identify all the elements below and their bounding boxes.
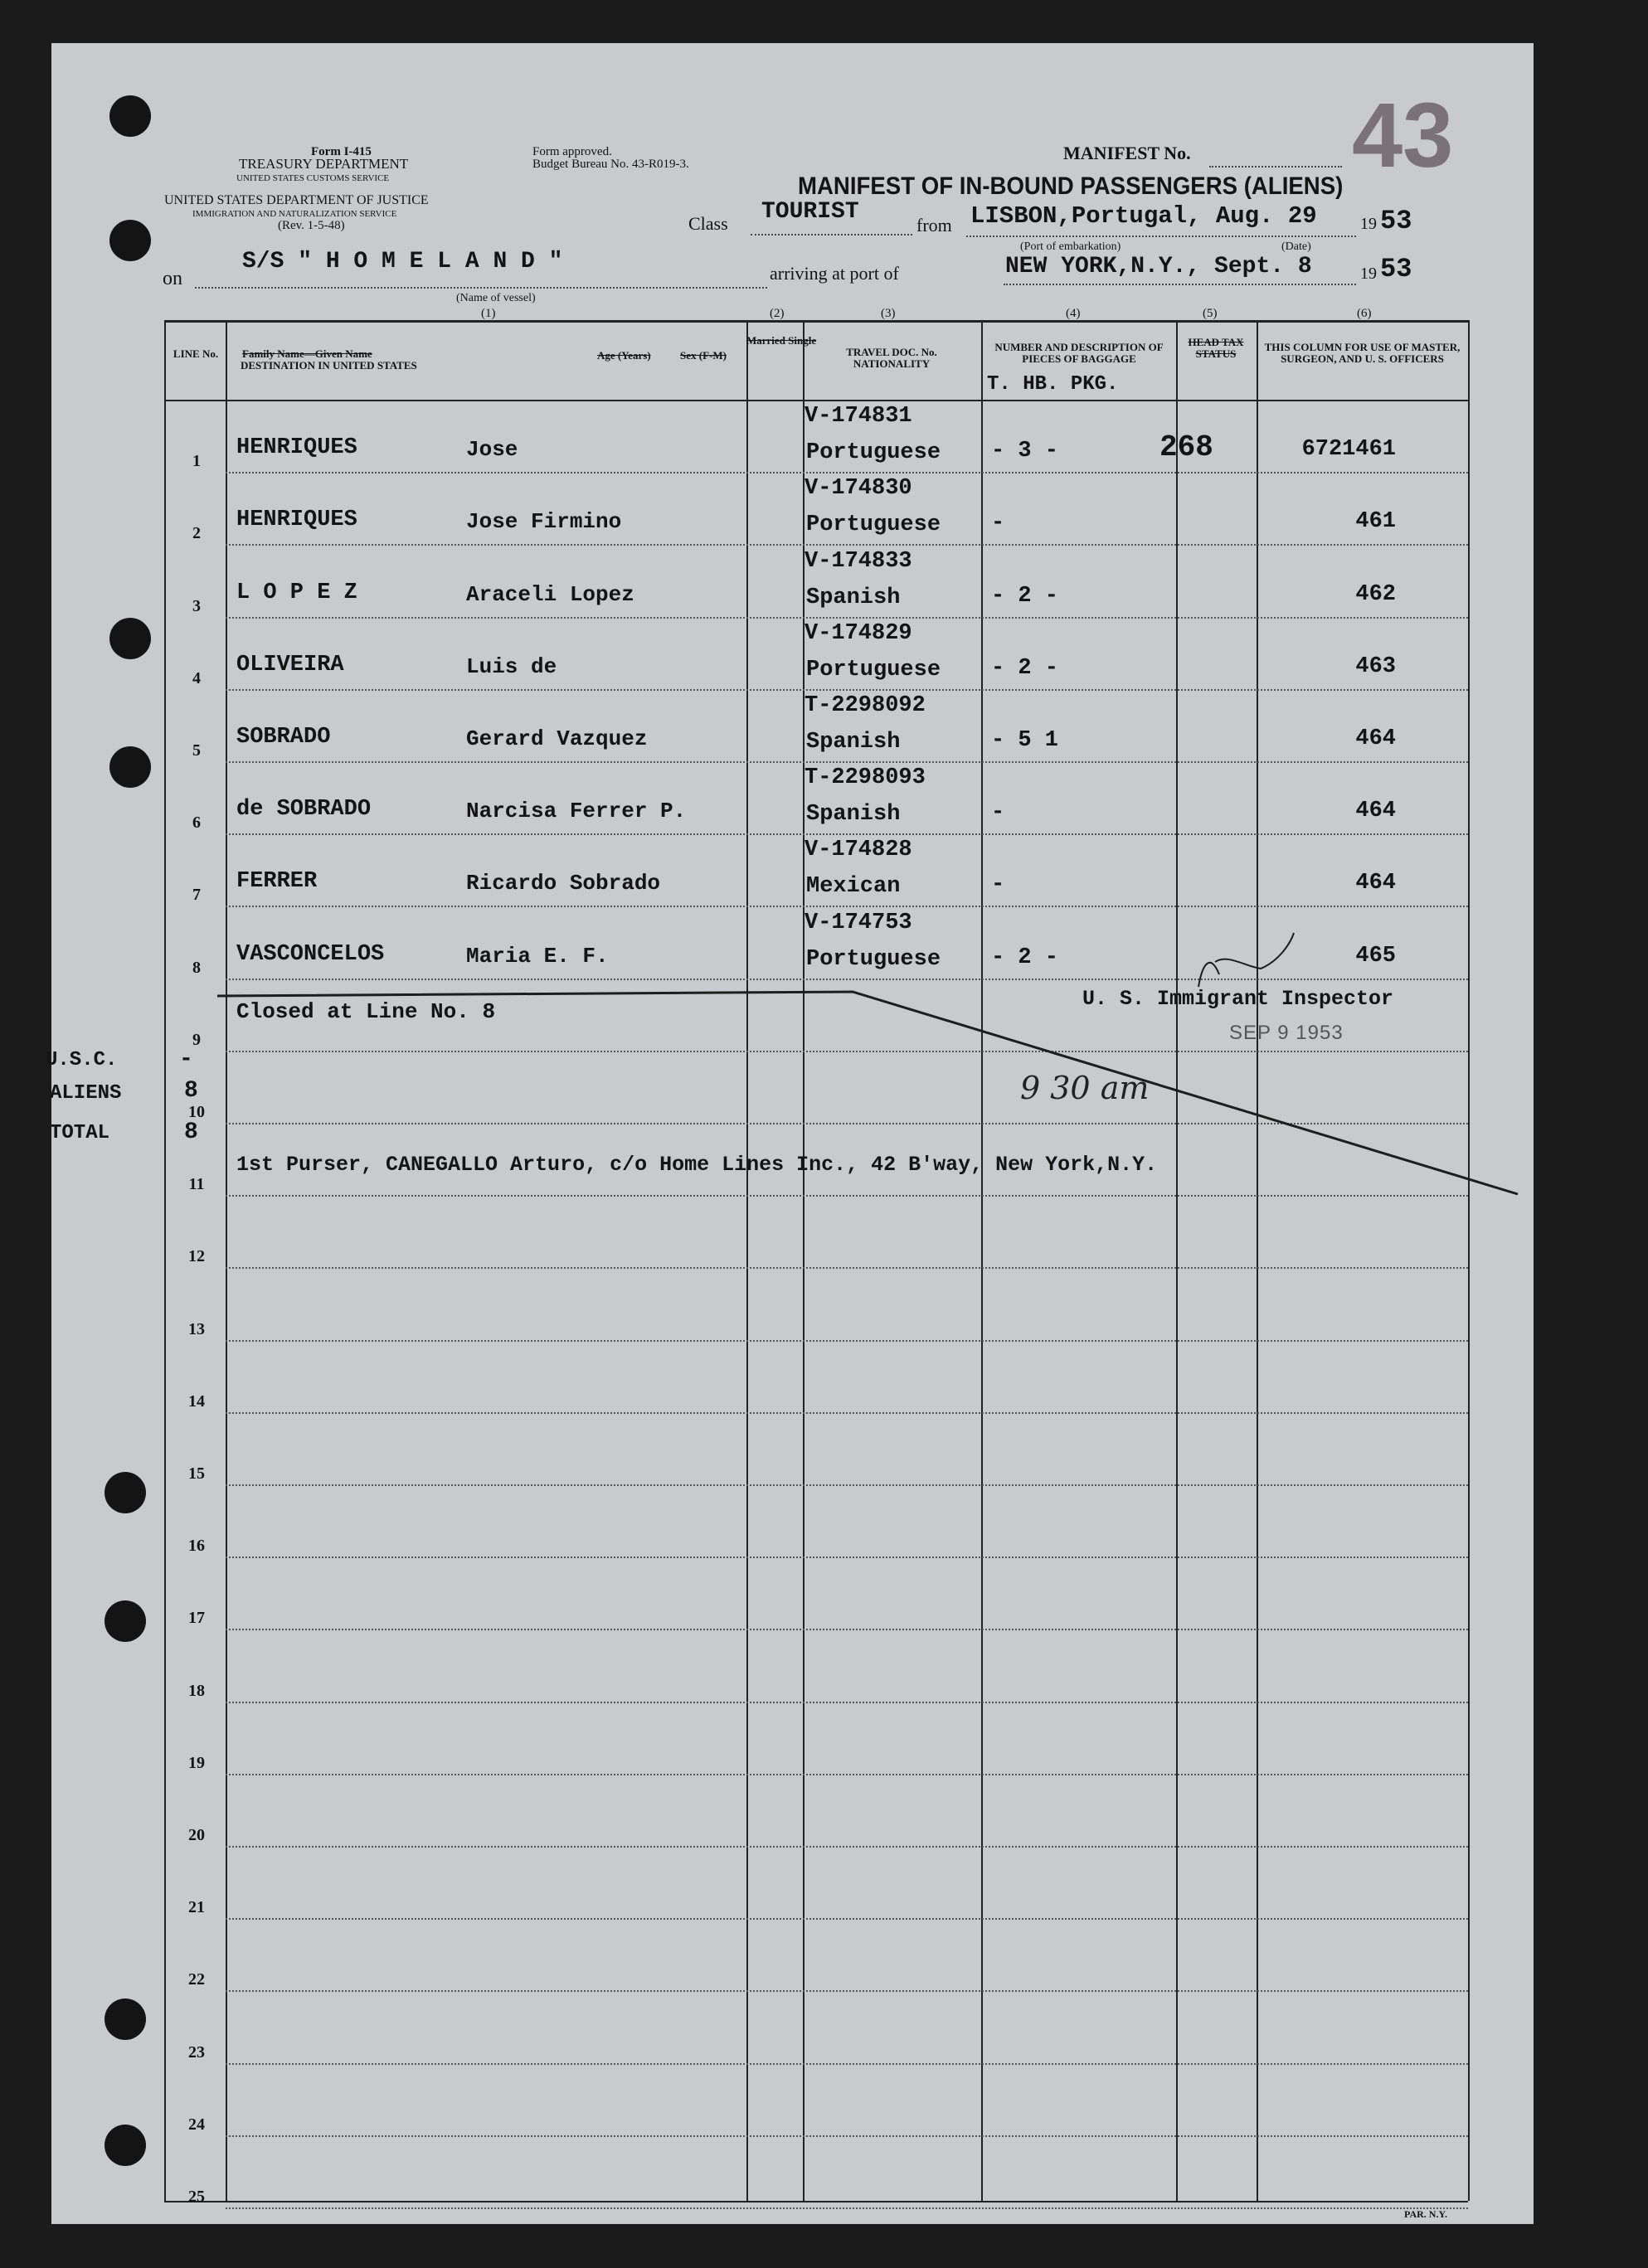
line-number: 23: [188, 2042, 205, 2062]
from-label: from: [916, 215, 952, 236]
line-number: 5: [192, 741, 201, 760]
passenger-given-name: Gerard Vazquez: [466, 726, 648, 751]
nationality: Mexican: [806, 874, 901, 900]
passenger-family-name: VASCONCELOS: [236, 941, 385, 967]
line-number: 16: [188, 1537, 205, 1556]
baggage-count: - 5 1: [991, 728, 1059, 753]
nationality: Spanish: [806, 730, 901, 755]
header-line-no: LINE No.: [173, 347, 219, 360]
baggage-count: - 2 -: [991, 583, 1059, 609]
line-number: 18: [188, 1681, 205, 1700]
header-travel-doc: TRAVEL DOC. No. NATIONALITY: [846, 346, 937, 370]
line-number: 25: [188, 2188, 205, 2206]
header-officers: THIS COLUMN FOR USE OF MASTER, SURGEON, AND U. S. OFFICERS: [1264, 341, 1461, 365]
arriving-label: arriving at port of: [770, 263, 899, 284]
line-number: 2: [192, 524, 201, 543]
col-num-5: (5): [1203, 307, 1218, 320]
officer-number: 464: [1355, 871, 1396, 896]
line-number: 21: [188, 1898, 205, 1917]
class-label: Class: [688, 213, 728, 234]
aliens-value: 8: [184, 1078, 198, 1104]
line-number: 20: [188, 1826, 205, 1844]
line-number: 13: [188, 1319, 205, 1338]
officer-number: 464: [1355, 799, 1396, 824]
passenger-family-name: de SOBRADO: [236, 797, 372, 823]
officer-number: 463: [1355, 653, 1396, 679]
nationality: Portuguese: [806, 946, 941, 972]
aliens-label: ALIENS: [50, 1082, 122, 1105]
total-label: TOTAL: [50, 1122, 110, 1144]
travel-doc-number: V-174831: [805, 404, 912, 430]
officer-number: 462: [1355, 581, 1396, 607]
officer-number: 461: [1355, 509, 1396, 535]
manifest-no-label: MANIFEST No.: [1063, 143, 1191, 163]
line-number: 11: [188, 1175, 205, 1194]
line-number: 17: [188, 1609, 205, 1628]
header-baggage: NUMBER AND DESCRIPTION OF PIECES OF BAGGAGE: [994, 341, 1164, 365]
usc-label: U.S.C.: [46, 1049, 118, 1071]
officer-number: 465: [1355, 943, 1396, 969]
baggage-count: - 3 -: [991, 439, 1059, 464]
form-number: Form I-415: [311, 145, 372, 158]
inspector-label: U. S. Immigrant Inspector: [1082, 987, 1394, 1011]
footer-printer: PAR. N.Y.: [1404, 2208, 1448, 2220]
col-num-3: (3): [881, 307, 896, 320]
passenger-given-name: Narcisa Ferrer P.: [466, 799, 687, 824]
time-note: 9 30 am: [1020, 1070, 1150, 1106]
travel-doc-number: T-2298093: [805, 765, 926, 791]
line-number: 3: [192, 596, 201, 615]
line-number: 9: [192, 1030, 201, 1049]
arriving-value: NEW YORK,N.Y., Sept. 8: [1005, 254, 1312, 279]
nationality: Spanish: [806, 585, 901, 610]
header-head-tax: HEAD TAX STATUS: [1188, 336, 1244, 360]
nationality: Portuguese: [806, 657, 941, 682]
on-label: on: [163, 268, 182, 289]
manifest-title: MANIFEST OF IN-BOUND PASSENGERS (ALIENS): [798, 172, 1344, 200]
head-tax: 268: [1159, 430, 1213, 465]
line-number: 22: [188, 1970, 205, 1989]
col-num-4: (4): [1066, 307, 1081, 320]
year1-prefix: 19: [1360, 215, 1377, 233]
year2-value: 53: [1380, 254, 1412, 284]
manifest-number: 43: [1352, 85, 1454, 187]
officer-number: 6721461: [1301, 437, 1396, 463]
line-number: 1: [192, 452, 201, 471]
passenger-family-name: HENRIQUES: [236, 508, 357, 533]
customs-service: UNITED STATES CUSTOMS SERVICE: [236, 173, 390, 183]
line-number: 24: [188, 2115, 205, 2134]
header-sex: Sex (F-M): [680, 349, 727, 362]
line-number: 19: [188, 1753, 205, 1772]
nationality: Portuguese: [806, 440, 941, 466]
date-caption: (Date): [1281, 240, 1311, 253]
dept-justice: UNITED STATES DEPARTMENT OF JUSTICE: [164, 193, 429, 207]
ins-label: IMMIGRATION AND NATURALIZATION SERVICE: [192, 209, 397, 219]
line-number: 10: [188, 1103, 205, 1121]
passenger-family-name: FERRER: [236, 869, 318, 895]
treasury-dept: TREASURY DEPARTMENT: [239, 156, 409, 172]
travel-doc-number: V-174828: [805, 838, 912, 863]
header-married: Married Single: [746, 334, 817, 347]
vessel-name: S/S " H O M E L A N D ": [242, 249, 563, 274]
baggage-count: - 2 -: [991, 945, 1059, 970]
passenger-given-name: Araceli Lopez: [466, 581, 634, 607]
port-embark-caption: (Port of embarkation): [1020, 240, 1121, 253]
year1-value: 53: [1380, 206, 1412, 236]
line-number: 15: [188, 1464, 205, 1483]
col-num-6: (6): [1357, 307, 1372, 320]
col-num-2: (2): [770, 307, 785, 320]
travel-doc-number: V-174833: [805, 548, 912, 574]
baggage-count: -: [991, 800, 1005, 826]
passenger-given-name: Maria E. F.: [466, 943, 609, 969]
inspector-stamp-date: SEP 9 1953: [1229, 1022, 1344, 1044]
col-num-1: (1): [481, 307, 496, 320]
header-baggage-sub: T. HB. PKG.: [987, 373, 1119, 396]
passenger-given-name: Jose Firmino: [466, 509, 622, 535]
from-value: LISBON,Portugal, Aug. 29: [970, 202, 1317, 230]
nationality: Spanish: [806, 802, 901, 828]
header-destination: DESTINATION IN UNITED STATES: [241, 359, 417, 372]
line-number: 12: [188, 1247, 205, 1266]
line-number: 6: [192, 813, 201, 833]
baggage-count: -: [991, 872, 1005, 898]
travel-doc-number: T-2298092: [805, 693, 926, 718]
passenger-given-name: Ricardo Sobrado: [466, 871, 661, 896]
form-approved: Form approved.: [532, 145, 612, 158]
header-age: Age (Years): [597, 349, 651, 362]
vessel-caption: (Name of vessel): [456, 292, 536, 304]
revision: (Rev. 1-5-48): [278, 219, 345, 232]
nationality: Portuguese: [806, 512, 941, 538]
class-value: TOURIST: [761, 199, 859, 225]
passenger-given-name: Luis de: [466, 653, 557, 679]
purser-line: 1st Purser, CANEGALLO Arturo, c/o Home Lines Inc., 42 B'way, New York,N.Y.: [236, 1153, 1158, 1177]
closed-at-line: Closed at Line No. 8: [236, 999, 496, 1024]
year2-prefix: 19: [1360, 265, 1377, 283]
travel-doc-number: V-174753: [805, 910, 912, 935]
passenger-family-name: OLIVEIRA: [236, 652, 344, 677]
total-value: 8: [184, 1119, 198, 1145]
line-number: 7: [192, 886, 201, 905]
passenger-given-name: Jose: [466, 437, 518, 463]
header-name: Family Name—Given Name: [242, 347, 372, 360]
travel-doc-number: V-174830: [805, 476, 912, 502]
budget-bureau: Budget Bureau No. 43-R019-3.: [532, 158, 689, 171]
baggage-count: - 2 -: [991, 655, 1059, 681]
passenger-family-name: SOBRADO: [236, 725, 331, 750]
line-number: 4: [192, 668, 201, 687]
passenger-family-name: HENRIQUES: [236, 435, 357, 461]
passenger-family-name: L O P E Z: [236, 580, 357, 605]
travel-doc-number: V-174829: [805, 620, 912, 646]
line-number: 8: [192, 958, 201, 977]
usc-value: -: [179, 1047, 193, 1072]
baggage-count: -: [991, 511, 1005, 537]
officer-number: 464: [1355, 726, 1396, 751]
line-number: 14: [188, 1391, 205, 1411]
